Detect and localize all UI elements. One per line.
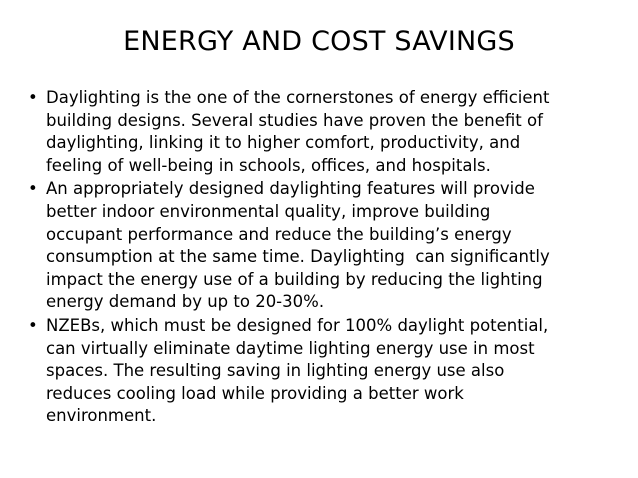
bullet-marker: •	[28, 88, 38, 107]
text-line: energy demand by up to 20-30%.	[46, 292, 325, 312]
text-line: NZEBs, which must be designed for 100% daylight potential,	[46, 315, 549, 335]
bullet-text	[46, 315, 598, 428]
text-line: reduces cooling load while providing a better work	[46, 383, 464, 403]
bullet-list	[28, 87, 598, 429]
text-line: feeling of well-being in schools, offices, and hospitals.	[46, 155, 491, 175]
bullet-item	[28, 315, 598, 428]
bullet-item	[28, 87, 598, 177]
text-line: can virtually eliminate daytime lighting energy use in most	[46, 338, 535, 358]
text-line: better indoor environmental quality, improve building	[46, 201, 491, 221]
text-line: building designs. Several studies have proven the benefit of	[46, 110, 543, 130]
text-line: Daylighting is the one of the cornerstones of energy efficient	[46, 88, 550, 107]
text-line: environment.	[46, 406, 157, 426]
text-line: daylighting, linking it to higher comfort, productivity, and	[46, 133, 521, 153]
bullet-item	[28, 178, 598, 314]
text-line: consumption at the same time. Daylighting can significantly	[46, 247, 550, 267]
slide-title: ENERGY AND COST SAVINGS	[123, 26, 515, 57]
bullet-marker: •	[28, 315, 38, 335]
bullet-text	[46, 178, 598, 314]
bullet-text	[46, 87, 598, 177]
text-line: impact the energy use of a building by reducing the lighting	[46, 269, 543, 289]
text-line: occupant performance and reduce the building’s energy	[46, 224, 512, 244]
bullet-marker: •	[28, 179, 38, 199]
text-line: spaces. The resulting saving in lighting energy use also	[46, 361, 505, 381]
text-line: An appropriately designed daylighting features will provide	[46, 179, 535, 199]
